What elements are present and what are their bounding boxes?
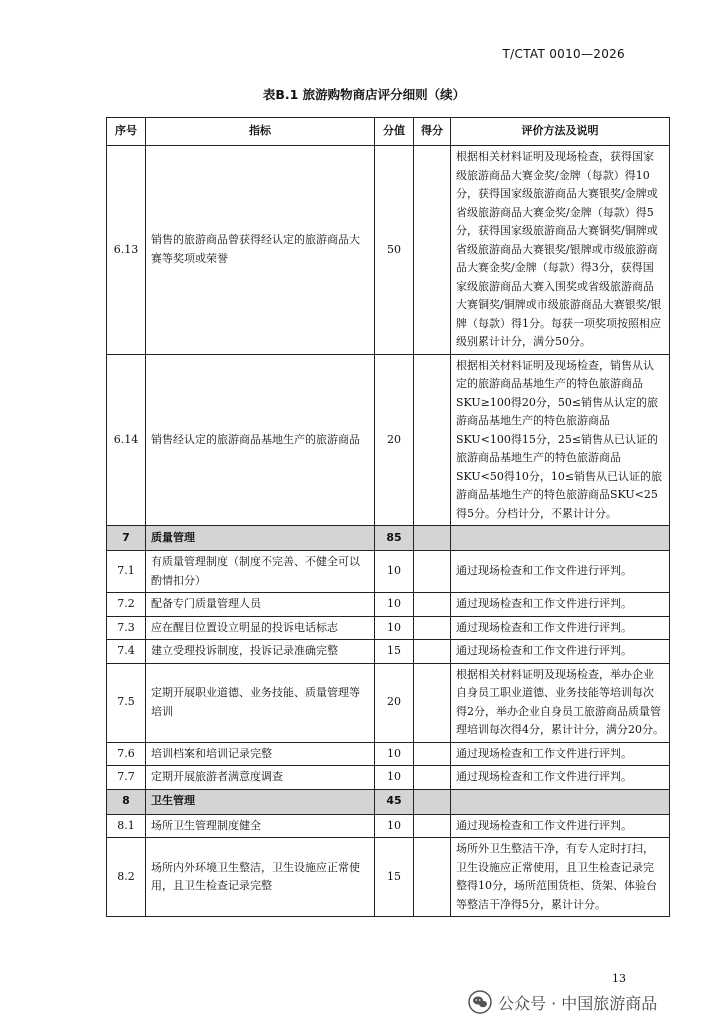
row-number: 6.13 [107, 146, 146, 355]
row-number: 8 [107, 789, 146, 814]
row-number: 7.3 [107, 616, 146, 640]
row-method: 通过现场检查和工作文件进行评判。 [451, 593, 670, 617]
row-got-score [414, 742, 451, 766]
row-method [451, 526, 670, 551]
table-title: 表B.1 旅游购物商店评分细则（续） [262, 87, 466, 102]
wechat-icon [468, 990, 492, 1014]
row-score: 10 [375, 814, 414, 838]
row-score: 10 [375, 616, 414, 640]
row-got-score [414, 663, 451, 742]
row-indicator: 场所卫生管理制度健全 [146, 814, 375, 838]
row-method [451, 789, 670, 814]
header-score: 分值 [375, 118, 414, 146]
row-method: 通过现场检查和工作文件进行评判。 [451, 742, 670, 766]
row-got-score [414, 814, 451, 838]
row-number: 7.6 [107, 742, 146, 766]
row-indicator: 销售经认定的旅游商品基地生产的旅游商品 [146, 354, 375, 526]
row-number: 7.7 [107, 766, 146, 790]
table-row [107, 663, 670, 742]
row-got-score [414, 593, 451, 617]
standard-code: T/CTAT 0010—2026 [502, 47, 625, 61]
row-score: 20 [375, 663, 414, 742]
row-method: 通过现场检查和工作文件进行评判。 [451, 616, 670, 640]
row-method: 通过现场检查和工作文件进行评判。 [451, 814, 670, 838]
page-number: 13 [612, 972, 626, 985]
row-method: 场所外卫生整洁干净，有专人定时打扫，卫生设施应正常使用，且卫生检查记录完整得10分，场所范围货柜、货架、体验台等整洁干净得5分，累计计分。 [451, 838, 670, 917]
header-indicator: 指标 [146, 118, 375, 146]
row-got-score [414, 354, 451, 526]
row-method: 通过现场检查和工作文件进行评判。 [451, 551, 670, 593]
row-method: 根据相关材料证明及现场检查，获得国家级旅游商品大赛金奖/金牌（每款）得10分，获得国家级旅游商品大赛银奖/金牌或省级旅游商品大赛金奖/金牌（每款）得5分，获得国家级旅游商品大赛铜奖/铜牌或省级旅游商品大赛银奖/银牌或市级旅游商品大赛金奖/金牌（每款）得3分，获得国家级旅游商品大赛入围奖或省级旅游商品大赛铜奖/铜牌或市级旅游商品大赛银奖/银牌（每款）得1分。每获一项奖项按照相应级别累计计分，满分50分。 [451, 146, 670, 355]
row-number: 7 [107, 526, 146, 551]
row-number: 7.2 [107, 593, 146, 617]
row-number: 7.5 [107, 663, 146, 742]
row-score: 15 [375, 640, 414, 664]
table-row [107, 551, 670, 593]
row-number: 7.1 [107, 551, 146, 593]
row-score: 10 [375, 742, 414, 766]
table-row [107, 766, 670, 790]
header-no: 序号 [107, 118, 146, 146]
header-got: 得分 [414, 118, 451, 146]
table-row [107, 742, 670, 766]
row-score: 45 [375, 789, 414, 814]
watermark [468, 990, 657, 1014]
table-row [107, 354, 670, 526]
row-indicator: 配备专门质量管理人员 [146, 593, 375, 617]
table-row [107, 838, 670, 917]
row-got-score [414, 789, 451, 814]
row-got-score [414, 616, 451, 640]
row-indicator: 建立受理投诉制度，投诉记录准确完整 [146, 640, 375, 664]
row-method: 通过现场检查和工作文件进行评判。 [451, 766, 670, 790]
row-got-score [414, 551, 451, 593]
section-row [107, 526, 670, 551]
scoring-table [106, 117, 670, 917]
row-method: 根据相关材料证明及现场检查，举办企业自身员工职业道德、业务技能等培训每次得2分，举办企业自身员工旅游商品质量管理培训每次得4分，累计计分，满分20分。 [451, 663, 670, 742]
row-indicator: 销售的旅游商品曾获得经认定的旅游商品大赛等奖项或荣誉 [146, 146, 375, 355]
row-indicator: 有质量管理制度（制度不完善、不健全可以酌情扣分） [146, 551, 375, 593]
table-row [107, 640, 670, 664]
table-body [107, 146, 670, 917]
row-score: 20 [375, 354, 414, 526]
row-number: 6.14 [107, 354, 146, 526]
row-indicator: 质量管理 [146, 526, 375, 551]
row-number: 7.4 [107, 640, 146, 664]
row-indicator: 卫生管理 [146, 789, 375, 814]
row-score: 10 [375, 551, 414, 593]
row-indicator: 培训档案和培训记录完整 [146, 742, 375, 766]
table-row [107, 593, 670, 617]
row-score: 10 [375, 593, 414, 617]
row-number: 8.1 [107, 814, 146, 838]
row-score: 10 [375, 766, 414, 790]
row-score: 50 [375, 146, 414, 355]
row-got-score [414, 838, 451, 917]
table-row [107, 616, 670, 640]
row-got-score [414, 526, 451, 551]
row-score: 15 [375, 838, 414, 917]
row-indicator: 定期开展职业道德、业务技能、质量管理等培训 [146, 663, 375, 742]
row-got-score [414, 766, 451, 790]
row-indicator: 应在醒目位置设立明显的投诉电话标志 [146, 616, 375, 640]
watermark-text: 公众号 · 中国旅游商品 [498, 993, 658, 1013]
row-method: 根据相关材料证明及现场检查，销售从认定的旅游商品基地生产的特色旅游商品SKU≥100得20分，50≤销售从认定的旅游商品基地生产的特色旅游商品SKU<100得15分，25≤销售从已认证的旅游商品基地生产的特色旅游商品SKU<50得10分，10≤销售从已认证的旅游商品基地生产的特色旅游商品SKU<25得5分。分档计分，不累计计分。 [451, 354, 670, 526]
row-got-score [414, 640, 451, 664]
row-indicator: 定期开展旅游者满意度调查 [146, 766, 375, 790]
row-got-score [414, 146, 451, 355]
section-row [107, 789, 670, 814]
table-row [107, 146, 670, 355]
row-indicator: 场所内外环境卫生整洁，卫生设施应正常使用，且卫生检查记录完整 [146, 838, 375, 917]
row-method: 通过现场检查和工作文件进行评判。 [451, 640, 670, 664]
row-number: 8.2 [107, 838, 146, 917]
row-score: 85 [375, 526, 414, 551]
table-row [107, 814, 670, 838]
header-method: 评价方法及说明 [451, 118, 670, 146]
table-header-row [107, 118, 670, 146]
